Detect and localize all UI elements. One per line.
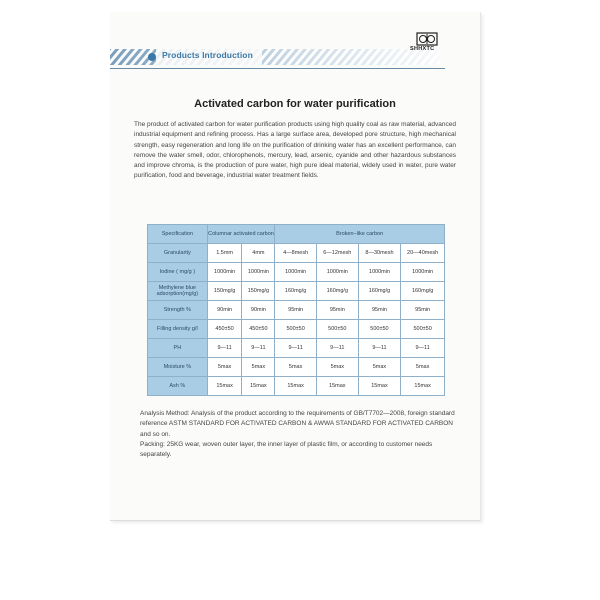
row-label: Ash % — [148, 377, 208, 396]
table-cell: 20—40mesh — [401, 244, 445, 263]
table-cell: 150mg/g — [242, 282, 275, 301]
table-row — [148, 320, 445, 339]
table-cell: 6—12mesh — [316, 244, 358, 263]
row-label: Strength % — [148, 301, 208, 320]
table-cell: 15max — [316, 377, 358, 396]
table-cell: 5max — [242, 358, 275, 377]
document-title: Activated carbon for water purification — [194, 98, 396, 110]
table-cell: 95min — [358, 301, 401, 320]
specification-table — [147, 224, 445, 396]
table-cell: 160mg/g — [358, 282, 401, 301]
table-cell: 1000min — [358, 263, 401, 282]
table-cell: 1000min — [316, 263, 358, 282]
table-cell: 1.5mm — [207, 244, 242, 263]
packing-text: Packing: 25KG wear, woven outer layer, the inner layer of plastic film, or according to customer needs separately. — [140, 440, 433, 459]
header-columnar: Columnar activated carbon — [207, 225, 275, 244]
table-cell: 160mg/g — [316, 282, 358, 301]
table-cell: 15max — [358, 377, 401, 396]
section-title: Products Introduction — [162, 50, 253, 60]
table-cell: 5max — [207, 358, 242, 377]
notes-section — [140, 409, 455, 460]
table-cell: 4—8mesh — [275, 244, 317, 263]
table-cell: 8—30mesh — [358, 244, 401, 263]
table-cell: 9—11 — [316, 339, 358, 358]
table-cell: 9—11 — [242, 339, 275, 358]
table-row — [148, 263, 445, 282]
document-page — [110, 12, 481, 521]
table-cell: 500±50 — [275, 320, 317, 339]
table-cell: 5max — [401, 358, 445, 377]
table-cell: 160mg/g — [401, 282, 445, 301]
table-cell: 160mg/g — [275, 282, 317, 301]
banner-stripe-graphic — [110, 46, 440, 68]
table-cell: 9—11 — [207, 339, 242, 358]
table-cell: 1000min — [275, 263, 317, 282]
row-label: Iodine ( mg/g ) — [148, 263, 208, 282]
table-cell: 500±50 — [401, 320, 445, 339]
table-cell: 150mg/g — [207, 282, 242, 301]
table-cell: 9—11 — [401, 339, 445, 358]
company-logo — [408, 32, 448, 64]
row-label: Filling density g/l — [148, 320, 208, 339]
table-row — [148, 301, 445, 320]
table-header-row — [148, 225, 445, 244]
table-cell: 450±50 — [207, 320, 242, 339]
table-cell: 15max — [242, 377, 275, 396]
table-cell: 5max — [358, 358, 401, 377]
row-label: Moisture % — [148, 358, 208, 377]
table-row — [148, 244, 445, 263]
row-label: PH — [148, 339, 208, 358]
intro-paragraph: The product of activated carbon for water purification products using high quality coal as raw material, advanced industrial equipment and refining process. Has a large surface area, developed pore structure, high mechanical strength, easy regeneration and long life on the purification of drinking water has an excellent performance, can remove the water smell, odor, chlorophenols, mercury, lead, arsenic, cyanide and other hazardous substances and improve chroma, is the production of pure water, high pure ideal material, widely used in water, pure water purification, food and beverage, industrial water treatment fields. — [134, 121, 456, 180]
table-cell: 15max — [275, 377, 317, 396]
table-cell: 95min — [401, 301, 445, 320]
table-cell: 90min — [207, 301, 242, 320]
row-label: Methylene blue adsorption(mg/g) — [148, 282, 208, 301]
table-cell: 500±50 — [316, 320, 358, 339]
table-cell: 5max — [316, 358, 358, 377]
table-cell: 4mm — [242, 244, 275, 263]
table-cell: 500±50 — [358, 320, 401, 339]
table-row — [148, 377, 445, 396]
table-row — [148, 282, 445, 301]
table-cell: 9—11 — [358, 339, 401, 358]
analysis-method-text: Analysis Method: Analysis of the product according to the requirements of GB/T7702—2008, foreign standard reference ASTM STANDARD FOR ACTIVATED CARBON & AWWA STANDARD FOR ACTIVATED CARBON and so on. — [140, 410, 455, 438]
table-cell: 95min — [316, 301, 358, 320]
table-cell: 9—11 — [275, 339, 317, 358]
table-cell: 1000min — [207, 263, 242, 282]
row-label: Granularity — [148, 244, 208, 263]
table-cell: 1000min — [242, 263, 275, 282]
table-row — [148, 358, 445, 377]
table-cell: 450±50 — [242, 320, 275, 339]
table-cell: 95min — [275, 301, 317, 320]
logo-icon — [416, 32, 438, 46]
table-cell: 15max — [207, 377, 242, 396]
table-cell: 15max — [401, 377, 445, 396]
bullet-icon — [148, 53, 156, 61]
header-broken: Broken–like carbon — [275, 225, 445, 244]
logo-wordmark: SHHXTC — [410, 46, 435, 52]
table-cell: 90min — [242, 301, 275, 320]
header-specification: Specification — [148, 225, 208, 244]
table-body — [148, 244, 445, 396]
table-cell: 5max — [275, 358, 317, 377]
table-row — [148, 339, 445, 358]
table-cell: 1000min — [401, 263, 445, 282]
banner-divider — [110, 68, 445, 69]
